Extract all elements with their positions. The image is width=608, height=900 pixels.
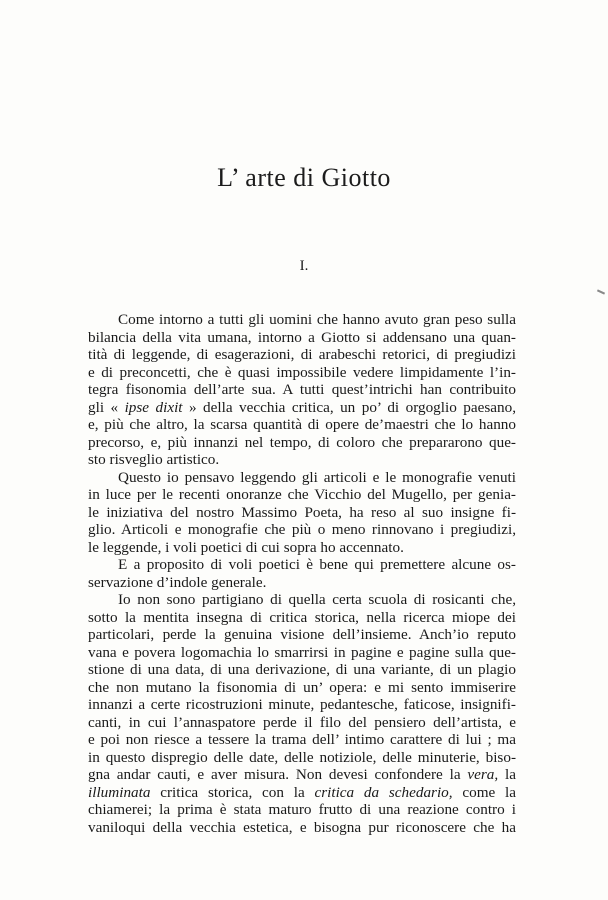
text-segment: in luce per le recenti onoranze che Vicchio del Mugello, per genia-: [88, 486, 516, 503]
text-line: [88, 504, 516, 522]
italic-text: ipse dixit: [124, 398, 183, 416]
text-line: [88, 364, 516, 382]
text-segment: le leggende, i voli poetici di cui sopra ho accennato.: [88, 538, 404, 556]
text-line: [88, 434, 516, 452]
text-segment: servazione d’indole generale.: [88, 573, 267, 591]
text-line: [88, 679, 516, 697]
text-segment: Come intorno a tutti gli uomini che hanno avuto gran peso sulla: [118, 311, 516, 328]
text-line: [88, 486, 516, 504]
text-line: [88, 399, 516, 417]
text-segment: glio. Articoli e monografie che più o meno rinnovano i pregiudizi,: [88, 521, 516, 538]
section-number: I.: [299, 258, 309, 274]
text-segment: canti, in cui l’annaspatore perde il filo del pensiero dell’artista, e: [88, 713, 516, 731]
text-line: [88, 416, 516, 434]
text-line: [88, 346, 516, 364]
text-segment: vana e povera logomachia lo smarrirsi in pagine e pagine sulla que-: [88, 643, 516, 661]
text-line: [88, 521, 516, 539]
text-segment: sto risveglio artistico.: [88, 451, 220, 468]
text-segment: innanzi a certe ricostruzioni minute, pedantesche, faticose, insignifi-: [88, 696, 516, 713]
text-segment: » della vecchia critica, un po’ di orgoglio paesano,: [182, 398, 516, 416]
text-segment: e di preconcetti, che è quasi impossibile vedere limpidamente l’in-: [88, 363, 516, 381]
italic-text: critica da schedario,: [314, 783, 453, 801]
text-segment: in questo dispregio delle date, delle notiziole, delle minuterie, biso-: [88, 748, 516, 766]
text-line: [88, 311, 516, 329]
body-text: [88, 311, 516, 836]
text-line: [88, 644, 516, 662]
text-segment: bilancia della vita umana, intorno a Giotto si addensano una quan-: [88, 328, 516, 346]
text-line: [88, 329, 516, 347]
text-line: [88, 766, 516, 784]
text-line: [88, 609, 516, 627]
text-line: [88, 731, 516, 749]
text-segment: stione di una data, di una derivazione, di una variante, di un plagio: [88, 661, 516, 678]
text-line: [88, 381, 516, 399]
text-segment: tità di leggende, di esagerazioni, di arabeschi retorici, di pregiudizi: [88, 346, 516, 363]
italic-text: vera,: [467, 766, 499, 783]
text-segment: vaniloqui della vecchia estetica, e bisogna pur riconoscere che ha: [88, 818, 516, 836]
italic-text: illuminata: [88, 783, 151, 801]
margin-mark: [597, 289, 605, 294]
text-line: [88, 661, 516, 679]
text-segment: e poi non riesce a tessere la trama dell’ intimo carattere di lui ; ma: [88, 731, 516, 748]
text-segment: sotto la mentita insegna di critica storica, nella ricerca miope dei: [88, 608, 516, 626]
text-segment: Questo io pensavo leggendo gli articoli e le monografie venuti: [118, 468, 516, 486]
text-line: [88, 784, 516, 802]
text-line: [88, 696, 516, 714]
text-segment: le iniziativa del nostro Massimo Poeta, ha reso al suo insigne fi-: [88, 503, 516, 521]
text-segment: come la: [452, 783, 516, 801]
text-line: [88, 469, 516, 487]
text-segment: che non mutano la fisonomia di un’ opera: e mi sento immiserire: [88, 678, 516, 696]
text-segment: particolari, perde la genuina visione dell’insieme. Anch’io reputo: [88, 626, 516, 643]
text-line: [88, 714, 516, 732]
text-line: [88, 626, 516, 644]
text-segment: la: [498, 766, 516, 783]
text-line: [88, 819, 516, 837]
text-line: [88, 574, 516, 592]
chapter-title: L’ arte di Giotto: [217, 163, 391, 192]
text-line: [88, 591, 516, 609]
text-line: [88, 539, 516, 557]
text-segment: precorso, e, più innanzi nel tempo, di coloro che prepararono que-: [88, 433, 516, 451]
text-segment: chiamerei; la prima è stata maturo frutto di una reazione contro i: [88, 801, 516, 818]
text-segment: e, più che altro, la scarsa quantità di opere de’maestri che lo hanno: [88, 416, 516, 433]
text-segment: Io non sono partigiano di quella certa scuola di rosicanti che,: [118, 591, 516, 608]
text-line: [88, 451, 516, 469]
text-segment: gna andar cauti, e aver misura. Non devesi confondere la: [88, 766, 468, 783]
text-segment: E a proposito di voli poetici è bene qui premettere alcune os-: [118, 556, 516, 573]
text-segment: critica storica, con la: [150, 783, 315, 801]
text-segment: gli «: [88, 398, 125, 416]
text-line: [88, 749, 516, 767]
text-line: [88, 556, 516, 574]
text-line: [88, 801, 516, 819]
text-segment: tegra fisonomia dell’arte sua. A tutti quest’intrichi han contribuito: [88, 381, 516, 398]
